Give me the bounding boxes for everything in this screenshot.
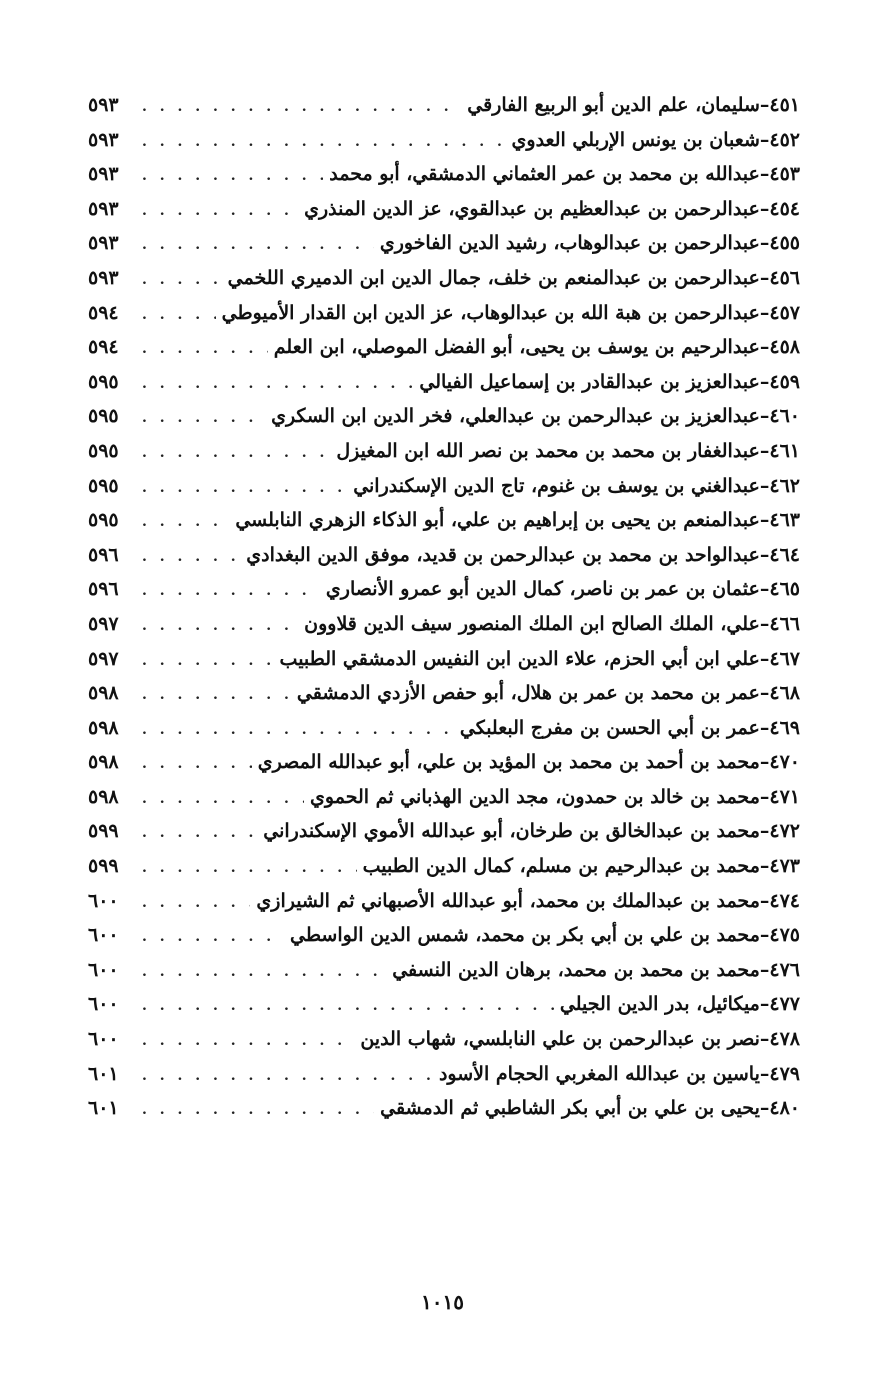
dot-leader bbox=[136, 505, 229, 540]
entry-page-number: ٦٠٠ bbox=[88, 958, 119, 981]
entry-number: ٤٧٢– bbox=[759, 820, 800, 843]
toc-entry bbox=[88, 849, 800, 884]
entry-title: محمد بن عبدالرحيم بن مسلم، كمال الدين الطبيب bbox=[362, 855, 760, 878]
entry-number: ٤٦٦– bbox=[759, 612, 800, 635]
toc-entry bbox=[88, 538, 800, 573]
entry-title: محمد بن محمد بن محمد، برهان الدين النسفي bbox=[392, 958, 760, 981]
entry-title: عبدالعزيز بن عبدالرحمن بن عبدالعلي، فخر الدين ابن السكري bbox=[271, 405, 760, 428]
entry-page-number: ٥٩٦ bbox=[88, 578, 119, 601]
entry-page-number: ٥٩٨ bbox=[88, 682, 119, 705]
toc-entry bbox=[88, 642, 800, 677]
entry-number: ٤٦٣– bbox=[759, 509, 800, 532]
dot-leader bbox=[136, 920, 284, 955]
entry-page-number: ٥٩٥ bbox=[88, 370, 119, 393]
entry-page-number: ٥٩٥ bbox=[88, 509, 119, 532]
toc-entry bbox=[88, 157, 800, 192]
entry-page-number: ٥٩٤ bbox=[88, 336, 119, 359]
dot-leader bbox=[136, 851, 357, 886]
toc-entry bbox=[88, 1091, 800, 1126]
dot-leader bbox=[136, 955, 386, 990]
dot-leader bbox=[136, 1093, 374, 1128]
toc-entry bbox=[88, 1022, 800, 1057]
toc-entry bbox=[88, 884, 800, 919]
toc-entry bbox=[88, 330, 800, 365]
toc-entry bbox=[88, 192, 800, 227]
dot-leader bbox=[136, 471, 347, 506]
entry-number: ٤٥٨– bbox=[759, 336, 800, 359]
entry-number: ٤٨٠– bbox=[759, 1097, 800, 1120]
entry-title: ميكائيل، بدر الدين الجيلي bbox=[559, 993, 760, 1016]
entry-title: عمر بن أبي الحسن بن مفرج البعلبكي bbox=[459, 716, 760, 739]
toc-entry bbox=[88, 503, 800, 538]
entry-page-number: ٥٩٣ bbox=[88, 163, 119, 186]
entry-title: عبدالرحمن بن هبة الله بن عبدالوهاب، عز الدين ابن القدار الأميوطي bbox=[221, 301, 760, 324]
table-of-contents bbox=[88, 88, 800, 1126]
dot-leader bbox=[136, 540, 240, 575]
entry-number: ٤٦٢– bbox=[759, 474, 800, 497]
entry-page-number: ٥٩٣ bbox=[88, 94, 119, 116]
entry-number: ٤٥٢– bbox=[759, 128, 800, 151]
entry-title: عبدالله بن محمد بن عمر العثماني الدمشقي، أبو محمد bbox=[329, 163, 760, 186]
entry-number: ٤٦٥– bbox=[759, 578, 800, 601]
entry-title: يحيى بن علي بن أبي بكر الشاطبي ثم الدمشقي bbox=[380, 1097, 760, 1120]
entry-title: عبدالرحمن بن عبدالوهاب، رشيد الدين الفاخوري bbox=[379, 232, 760, 255]
toc-entry bbox=[88, 434, 800, 469]
entry-number: ٤٦١– bbox=[759, 439, 800, 462]
entry-page-number: ٥٩٤ bbox=[88, 301, 119, 324]
toc-entry bbox=[88, 711, 800, 746]
entry-number: ٤٥٥– bbox=[759, 232, 800, 255]
dot-leader bbox=[136, 1024, 354, 1059]
entry-page-number: ٥٩٨ bbox=[88, 716, 119, 739]
entry-page-number: ٥٩٣ bbox=[88, 232, 119, 255]
dot-leader bbox=[136, 713, 454, 748]
toc-entry bbox=[88, 365, 800, 400]
entry-number: ٤٥١– bbox=[759, 94, 800, 116]
dot-leader bbox=[136, 574, 320, 609]
entry-title: ياسين بن عبدالله المغربي الحجام الأسود bbox=[438, 1062, 760, 1085]
entry-page-number: ٥٩٥ bbox=[88, 405, 119, 428]
entry-number: ٤٧١– bbox=[759, 785, 800, 808]
dot-leader bbox=[136, 886, 250, 921]
entry-page-number: ٥٩٨ bbox=[88, 751, 119, 774]
entry-number: ٤٦٩– bbox=[759, 716, 800, 739]
entry-title: شعبان بن يونس الإربلي العدوي bbox=[511, 128, 760, 151]
entry-title: عمر بن محمد بن عمر بن هلال، أبو حفص الأزدي الدمشقي bbox=[296, 682, 760, 705]
dot-leader bbox=[136, 367, 413, 402]
entry-page-number: ٥٩٦ bbox=[88, 543, 119, 566]
entry-number: ٤٧٦– bbox=[759, 958, 800, 981]
dot-leader bbox=[136, 125, 506, 160]
dot-leader bbox=[136, 678, 291, 713]
toc-entry bbox=[88, 88, 800, 123]
toc-entry bbox=[88, 607, 800, 642]
entry-title: محمد بن عبدالخالق بن طرخان، أبو عبدالله الأموي الإسكندراني bbox=[263, 820, 760, 843]
dot-leader bbox=[136, 989, 554, 1024]
toc-entry bbox=[88, 399, 800, 434]
toc-entry bbox=[88, 745, 800, 780]
dot-leader bbox=[136, 194, 298, 229]
entry-title: عبدالعزيز بن عبدالقادر بن إسماعيل الفيالي bbox=[419, 370, 760, 393]
entry-title: محمد بن خالد بن حمدون، مجد الدين الهذباني ثم الحموي bbox=[310, 785, 760, 808]
entry-title: عبدالغني بن يوسف بن غنوم، تاج الدين الإسكندراني bbox=[353, 474, 760, 497]
toc-entry bbox=[88, 1057, 800, 1092]
entry-number: ٤٦٧– bbox=[759, 647, 800, 670]
entry-page-number: ٥٩٥ bbox=[88, 474, 119, 497]
dot-leader bbox=[136, 298, 216, 333]
entry-page-number: ٥٩٧ bbox=[88, 647, 119, 670]
entry-number: ٤٥٩– bbox=[759, 370, 800, 393]
entry-title: سليمان، علم الدين أبو الربيع الفارقي bbox=[467, 94, 760, 116]
entry-page-number: ٦٠١ bbox=[88, 1097, 119, 1120]
dot-leader bbox=[136, 644, 274, 679]
entry-number: ٤٥٧– bbox=[759, 301, 800, 324]
toc-entry bbox=[88, 123, 800, 158]
entry-number: ٤٧٧– bbox=[759, 993, 800, 1016]
entry-page-number: ٦٠٠ bbox=[88, 889, 119, 912]
entry-page-number: ٥٩٧ bbox=[88, 612, 119, 635]
toc-entry bbox=[88, 226, 800, 261]
entry-title: عبدالغفار بن محمد بن محمد بن نصر الله ابن المغيزل bbox=[336, 439, 760, 462]
entry-number: ٤٧٣– bbox=[759, 855, 800, 878]
entry-page-number: ٥٩٣ bbox=[88, 128, 119, 151]
dot-leader bbox=[136, 747, 252, 782]
entry-number: ٤٧٨– bbox=[759, 1028, 800, 1051]
dot-leader bbox=[136, 228, 374, 263]
entry-page-number: ٦٠١ bbox=[88, 1062, 119, 1085]
entry-title: محمد بن أحمد بن محمد بن المؤيد بن علي، أبو عبدالله المصري bbox=[257, 751, 760, 774]
toc-entry bbox=[88, 572, 800, 607]
toc-entry bbox=[88, 987, 800, 1022]
entry-title: عبدالرحمن بن عبدالمنعم بن خلف، جمال الدين ابن الدميري اللخمي bbox=[227, 266, 760, 289]
entry-page-number: ٦٠٠ bbox=[88, 993, 119, 1016]
entry-number: ٤٥٦– bbox=[759, 266, 800, 289]
page-number: ١٠١٥ bbox=[421, 1290, 464, 1314]
toc-entry bbox=[88, 814, 800, 849]
dot-leader bbox=[136, 1059, 433, 1094]
entry-number: ٤٦٤– bbox=[759, 543, 800, 566]
dot-leader bbox=[136, 263, 222, 298]
entry-number: ٤٧٥– bbox=[759, 924, 800, 947]
toc-entry bbox=[88, 676, 800, 711]
entry-title: عبدالمنعم بن يحيى بن إبراهيم بن علي، أبو الذكاء الزهري النابلسي bbox=[235, 509, 760, 532]
toc-entry bbox=[88, 296, 800, 331]
entry-page-number: ٥٩٣ bbox=[88, 266, 119, 289]
entry-title: عبدالواحد بن محمد بن عبدالرحمن بن قديد، موفق الدين البغدادي bbox=[246, 543, 760, 566]
entry-number: ٤٦٠– bbox=[759, 405, 800, 428]
toc-entry bbox=[88, 953, 800, 988]
entry-title: عبدالرحيم بن يوسف بن يحيى، أبو الفضل الموصلي، ابن العلم bbox=[273, 336, 760, 359]
entry-page-number: ٥٩٨ bbox=[88, 785, 119, 808]
entry-title: علي ابن أبي الحزم، علاء الدين ابن النفيس الدمشقي الطبيب bbox=[279, 647, 760, 670]
entry-number: ٤٦٨– bbox=[759, 682, 800, 705]
entry-title: نصر بن عبدالرحمن بن علي النابلسي، شهاب الدين bbox=[360, 1028, 760, 1051]
entry-page-number: ٥٩٥ bbox=[88, 439, 119, 462]
entry-page-number: ٥٩٩ bbox=[88, 855, 119, 878]
toc-entry bbox=[88, 780, 800, 815]
entry-number: ٤٥٣– bbox=[759, 163, 800, 186]
toc-entry bbox=[88, 469, 800, 504]
entry-page-number: ٥٩٣ bbox=[88, 197, 119, 220]
dot-leader bbox=[136, 816, 257, 851]
entry-page-number: ٦٠٠ bbox=[88, 924, 119, 947]
toc-entry bbox=[88, 918, 800, 953]
entry-number: ٤٧٩– bbox=[759, 1062, 800, 1085]
dot-leader bbox=[136, 401, 265, 436]
dot-leader bbox=[136, 332, 268, 367]
dot-leader bbox=[136, 609, 298, 644]
entry-title: عثمان بن عمر بن ناصر، كمال الدين أبو عمرو الأنصاري bbox=[325, 578, 760, 601]
toc-entry bbox=[88, 261, 800, 296]
dot-leader bbox=[136, 90, 461, 125]
entry-number: ٤٥٤– bbox=[759, 197, 800, 220]
dot-leader bbox=[136, 436, 330, 471]
entry-number: ٤٧٤– bbox=[759, 889, 800, 912]
entry-title: محمد بن علي بن أبي بكر بن محمد، شمس الدين الواسطي bbox=[289, 924, 760, 947]
entry-title: محمد بن عبدالملك بن محمد، أبو عبدالله الأصبهاني ثم الشيرازي bbox=[256, 889, 760, 912]
entry-page-number: ٦٠٠ bbox=[88, 1028, 119, 1051]
entry-number: ٤٧٠– bbox=[759, 751, 800, 774]
dot-leader bbox=[136, 159, 323, 194]
entry-page-number: ٥٩٩ bbox=[88, 820, 119, 843]
dot-leader bbox=[136, 782, 304, 817]
entry-title: علي، الملك الصالح ابن الملك المنصور سيف الدين قلاوون bbox=[304, 612, 760, 635]
entry-title: عبدالرحمن بن عبدالعظيم بن عبدالقوي، عز الدين المنذري bbox=[304, 197, 760, 220]
